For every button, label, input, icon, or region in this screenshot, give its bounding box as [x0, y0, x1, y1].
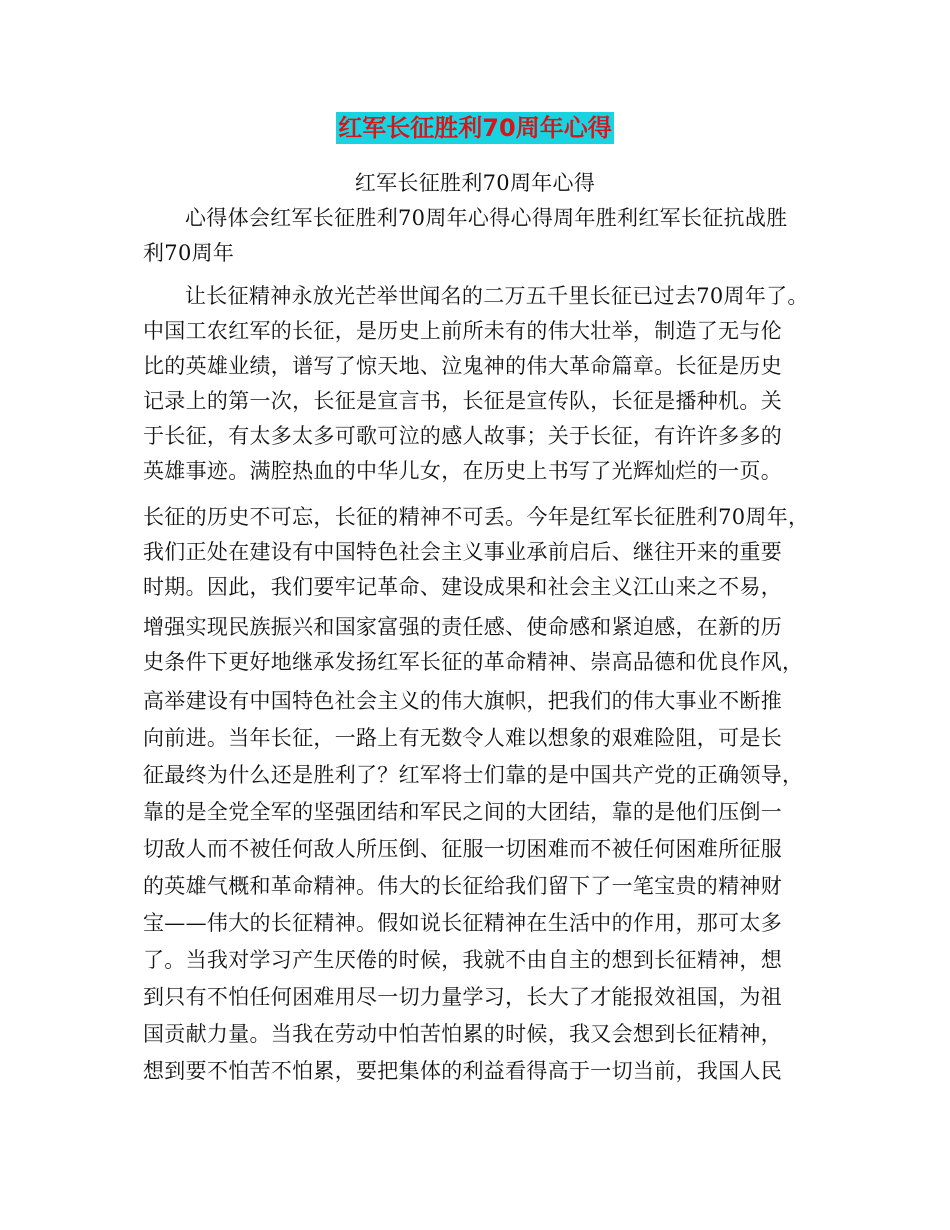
body-line: 中国工农红军的长征，是历史上前所未有的伟大壮举，制造了无与伦	[143, 319, 782, 343]
body-line: 切敌人而不被任何敌人所压倒、征服一切困难而不被任何困难所征服	[143, 837, 782, 861]
body-line: 宝——伟大的长征精神。假如说长征精神在生活中的作用，那可太多	[143, 911, 782, 935]
body-line: 了。当我对学习产生厌倦的时候，我就不由自主的想到长征精神，想	[143, 948, 782, 972]
body-line: 比的英雄业绩，谱写了惊天地、泣鬼神的伟大革命篇章。长征是历史	[143, 354, 782, 378]
body-line: 的英雄气概和革命精神。伟大的长征给我们留下了一笔宝贵的精神财	[143, 874, 782, 898]
body-line: 想到要不怕苦不怕累，要把集体的利益看得高于一切当前，我国人民	[143, 1059, 782, 1083]
heading-container	[0, 112, 950, 144]
body-line: 我们正处在建设有中国特色社会主义事业承前启后、继往开来的重要	[143, 540, 782, 564]
body-line: 于长征，有太多太多可歌可泣的感人故事；关于长征，有许许多多的	[143, 424, 782, 448]
body-line: 英雄事迹。满腔热血的中华儿女，在历史上书写了光辉灿烂的一页。	[143, 459, 782, 483]
body-line: 记录上的第一次，长征是宣言书，长征是宣传队，长征是播种机。关	[143, 389, 782, 413]
body-line: 向前进。当年长征，一路上有无数令人难以想象的艰难险阻，可是长	[143, 726, 782, 750]
body-line: 让长征精神永放光芒举世闻名的二万五千里长征已过去70周年了。	[185, 284, 809, 308]
body-line: 到只有不怕任何困难用尽一切力量学习，长大了才能报效祖国，为祖	[143, 985, 782, 1009]
body-line: 高举建设有中国特色社会主义的伟大旗帜，把我们的伟大事业不断推	[143, 689, 782, 713]
body-line: 利70周年	[143, 241, 235, 265]
body-line: 时期。因此，我们要牢记革命、建设成果和社会主义江山来之不易，	[143, 575, 782, 599]
body-line: 长征的历史不可忘，长征的精神不可丢。今年是红军长征胜利70周年，	[143, 505, 810, 529]
body-line: 增强实现民族振兴和国家富强的责任感、使命感和紧迫感，在新的历	[143, 615, 782, 639]
body-line: 史条件下更好地继承发扬红军长征的革命精神、崇高品德和优良作风，	[143, 650, 804, 674]
document-heading: 红军长征胜利70周年心得	[338, 114, 612, 142]
body-line: 征最终为什么还是胜利了？红军将士们靠的是中国共产党的正确领导，	[143, 763, 804, 787]
body-line: 国贡献力量。当我在劳动中怕苦怕累的时候，我又会想到长征精神，	[143, 1022, 782, 1046]
body-line: 心得体会红军长征胜利70周年心得心得周年胜利红军长征抗战胜	[185, 206, 788, 230]
document-subtitle: 红军长征胜利70周年心得	[354, 171, 596, 195]
body-line: 靠的是全党全军的坚强团结和军民之间的大团结，靠的是他们压倒一	[143, 800, 782, 824]
